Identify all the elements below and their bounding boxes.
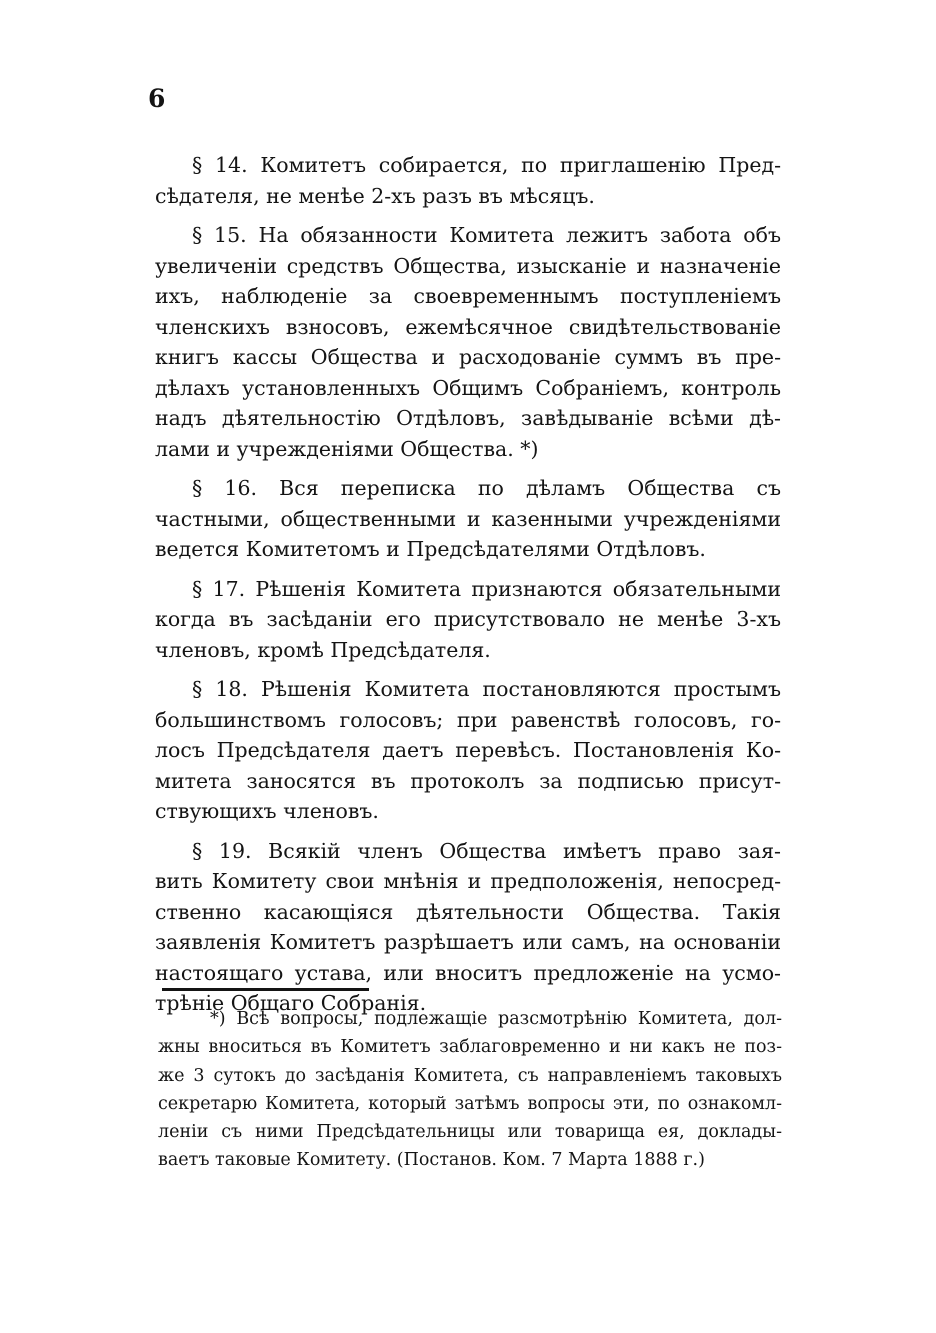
paragraph-17 [155, 574, 781, 666]
footnote-line: секретарю Комитета, который затѣмъ вопросы эти, по ознакомл- [158, 1093, 782, 1114]
paragraph-line: § 16. Вся переписка по дѣламъ Общества съ [192, 476, 781, 500]
paragraph-line: частными, общественными и казенными учрежденіями [155, 506, 781, 531]
paragraph-line: § 18. Рѣшенія Комитета постановляются простымъ [192, 677, 781, 701]
footnote-line: жны вноситься въ Комитетъ заблаговременно и ни какъ не поз- [158, 1037, 782, 1058]
footnote-line: леніи съ ними Предсѣдательницы или товарища ея, доклады- [158, 1122, 782, 1143]
paragraph-line: § 19. Всякій членъ Общества имѣетъ право зая- [192, 838, 781, 863]
paragraph-line: настоящаго устава, или вноситъ предложеніе на усмо- [155, 960, 781, 985]
paragraph-line: лосъ Предсѣдателя даетъ перевѣсъ. Постановленія Ко- [155, 738, 781, 762]
paragraph-line: ихъ, наблюденіе за своевременнымъ поступленіемъ [155, 284, 781, 308]
page-number: 6 [148, 84, 166, 113]
footnote [158, 1005, 782, 1175]
paragraph-line: членскихъ взносовъ, ежемѣсячное свидѣтельствованіе [155, 314, 781, 339]
paragraph-line: надъ дѣятельностію Отдѣловъ, завѣдываніе всѣми дѣ- [155, 406, 781, 430]
paragraph-line: лами и учрежденіями Общества. *) [155, 436, 539, 461]
paragraph-line: митета заносятся въ протоколъ за подписью присут- [155, 768, 781, 793]
paragraph-line: ствующихъ членовъ. [155, 799, 379, 823]
paragraph-14 [155, 150, 781, 211]
paragraph-line: трѣніе Общаго Собранія. [155, 991, 427, 1015]
paragraph-line: ведется Комитетомъ и Предсѣдателями Отдѣловъ. [155, 537, 706, 561]
paragraph-line: заявленія Комитетъ разрѣшаетъ или самъ, на основаніи [155, 930, 781, 954]
paragraph-15 [155, 220, 781, 464]
footnote-line: *) Всѣ вопросы, подлежащіе разсмотрѣнію Комитета, дол- [210, 1009, 782, 1029]
paragraph-19 [155, 836, 781, 1019]
paragraph-16 [155, 473, 781, 565]
paragraph-line: сѣдателя, не менѣе 2-хъ разъ въ мѣсяцъ. [155, 183, 595, 208]
footnote-divider [162, 988, 369, 991]
paragraph-line: вить Комитету свои мнѣнія и предположенія, непосред- [155, 869, 781, 893]
paragraph-18 [155, 674, 781, 827]
paragraph-line: увеличеніи средствъ Общества, изысканіе и назначеніе [155, 253, 781, 278]
paragraph-line: § 15. На обязанности Комитета лежитъ забота объ [192, 223, 781, 247]
paragraph-line: ственно касающіяся дѣятельности Общества. Такія [155, 899, 781, 924]
paragraph-line: § 17. Рѣшенія Комитета признаются обязательными [192, 576, 781, 601]
paragraph-line: § 14. Комитетъ собирается, по приглашенію Пред- [192, 153, 781, 177]
footnote-line: ваетъ таковые Комитету. (Постанов. Ком. 7 Марта 1888 г.) [158, 1150, 705, 1171]
paragraph-line: большинствомъ голосовъ; при равенствѣ голосовъ, го- [155, 707, 781, 732]
paragraph-line: дѣлахъ установленныхъ Общимъ Собраніемъ, контроль [155, 375, 781, 400]
footnote-line: же 3 сутокъ до засѣданія Комитета, съ направленіемъ таковыхъ [158, 1065, 782, 1086]
paragraph-line: когда въ засѣданіи его присутствовало не менѣе 3-хъ [155, 607, 781, 631]
body-text [155, 150, 781, 1028]
paragraph-line: членовъ, кромѣ Предсѣдателя. [155, 637, 491, 662]
paragraph-line: книгъ кассы Общества и расходованіе суммъ въ пре- [155, 345, 781, 369]
